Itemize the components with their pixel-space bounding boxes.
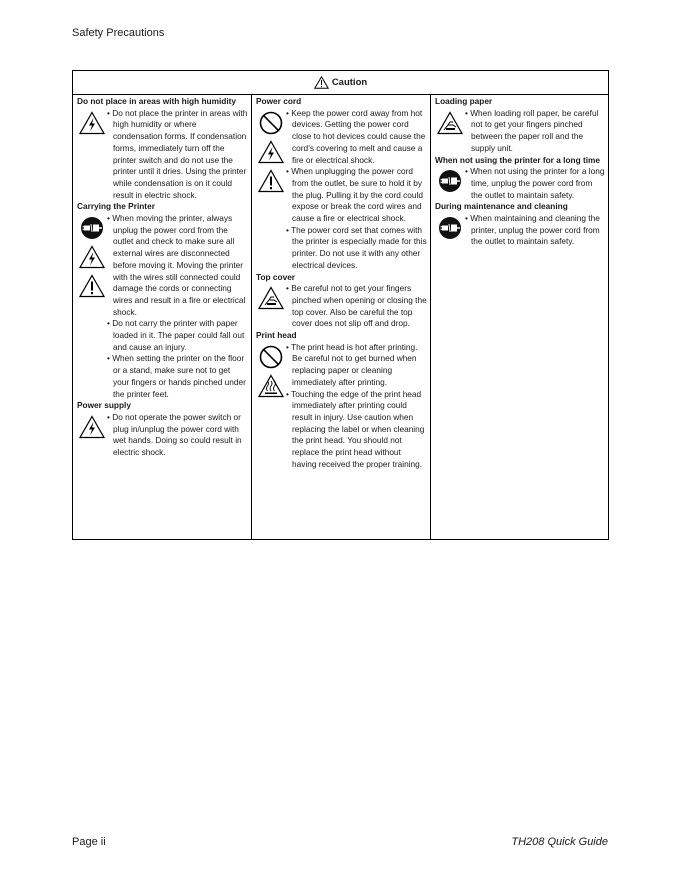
bullet-item: • When moving the printer, always unplug the power cord from the outlet and check to make sure all external wires are disconnected before moving it. Moving the printer with the wires still connected could damage the cords or connecting wires and result in a fire or electrical shock. [107, 213, 248, 318]
bullet-item: • When setting the printer on the floor or a stand, make sure not to get your fingers or hands pinched under the printer feet. [107, 353, 248, 400]
section-title: During maintenance and cleaning [435, 201, 568, 212]
bullet-list [286, 108, 427, 272]
general-warning-icon [258, 169, 284, 198]
bullet-item: • Keep the power cord away from hot devices. Getting the power cord close to hot devices could cause the cord’s covering to melt and cause a fire or electrical shock. [286, 108, 427, 167]
bullet-list [107, 213, 248, 400]
section-body [77, 213, 248, 400]
column-1 [73, 95, 252, 540]
bullet-item: • The power cord set that comes with the printer is especially made for this printer. Do not use it with any other electrical devices. [286, 225, 427, 272]
section-icons [435, 213, 465, 248]
column-3 [431, 95, 608, 540]
electric-shock-warning-icon [79, 415, 105, 444]
bullet-list [286, 283, 427, 330]
section-icons [77, 213, 107, 400]
unplug-icon [80, 216, 104, 245]
bullet-item: • Do not place the printer in areas with high humidity or where condensation forms. If condensation forms, immediately turn off the printer switch and do not use the printer until it dries. Using the printer while condensation is on it could result in electric shock. [107, 108, 248, 202]
bullet-list [465, 166, 605, 201]
bullet-item: • Touching the edge of the print head immediately after printing could result in injury. Use caution when replacing the label or when cleaning the print head. You should not replace the print head without having received the proper training. [286, 389, 427, 471]
section-icons [256, 342, 286, 471]
bullet-list [465, 108, 605, 155]
section-body [435, 166, 605, 201]
bullet-item: • Do not operate the power switch or plug in/unplug the power cord with wet hands. Doing so could result in electric shock. [107, 412, 248, 459]
section-icons [256, 283, 286, 330]
finger-pinch-warning-icon [258, 286, 284, 315]
section-body [256, 283, 427, 330]
section-body [256, 342, 427, 471]
bullet-list [286, 342, 427, 471]
electric-shock-warning-icon [258, 140, 284, 169]
finger-pinch-warning-icon [437, 111, 463, 140]
section-title: Power cord [256, 96, 302, 106]
bullet-item: • When loading roll paper, be careful not to get your fingers pinched between the paper roll and the supply unit. [465, 108, 605, 155]
prohibited-icon [259, 345, 283, 374]
page-number: Page ii [72, 836, 106, 848]
section-body [77, 108, 248, 202]
bullet-item: • When maintaining and cleaning the printer, unplug the power cord from the outlet to maintain safety. [465, 213, 605, 248]
section-body [77, 412, 248, 459]
bullet-list [107, 412, 248, 459]
section-title: Top cover [256, 271, 296, 282]
caution-triangle-icon [314, 76, 329, 89]
column-2 [252, 95, 431, 540]
section-body [435, 108, 605, 155]
bullet-item: • When not using the printer for a long time, unplug the power cord from the outlet to maintain safety. [465, 166, 605, 201]
unplug-icon [438, 216, 462, 245]
unplug-icon [438, 169, 462, 198]
prohibited-icon [259, 111, 283, 140]
caution-label: Caution [331, 77, 368, 88]
electric-shock-warning-icon [79, 111, 105, 140]
general-warning-icon [79, 274, 105, 303]
bullet-list [465, 213, 605, 248]
section-icons [256, 108, 286, 272]
caution-box [72, 70, 609, 540]
section-body [256, 108, 427, 272]
section-icons [77, 412, 107, 459]
section-title: When not using the printer for a long time [435, 154, 601, 165]
section-icons [77, 108, 107, 202]
bullet-item: • Do not carry the printer with paper loaded in it. The paper could fall out and cause an injury. [107, 318, 248, 353]
section-body [435, 213, 605, 248]
section-title: Do not place in areas with high humidity [77, 96, 237, 106]
caution-header [73, 71, 608, 95]
section-title: Power supply [77, 400, 131, 411]
hot-surface-warning-icon [258, 374, 284, 403]
bullet-item: • Be careful not to get your fingers pinched when opening or closing the top cover. Also be careful the top cover does not slip off and drop. [286, 283, 427, 330]
section-icons [435, 166, 465, 201]
electric-shock-warning-icon [79, 245, 105, 274]
bullet-item: • When unplugging the power cord from the outlet, be sure to hold it by the plug. Pulling it by the cord could expose or break the cord wires and cause a fire or electrical shock. [286, 166, 427, 225]
section-title: Print head [256, 330, 297, 341]
bullet-list [107, 108, 248, 202]
section-title: Carrying the Printer [77, 201, 155, 212]
bullet-item: • The print head is hot after printing. Be careful not to get burned when replacing paper or cleaning immediately after printing. [286, 342, 427, 389]
section-icons [435, 108, 465, 155]
document-title: TH208 Quick Guide [511, 836, 608, 848]
section-title: Loading paper [435, 96, 493, 106]
page-header: Safety Precautions [72, 27, 165, 39]
